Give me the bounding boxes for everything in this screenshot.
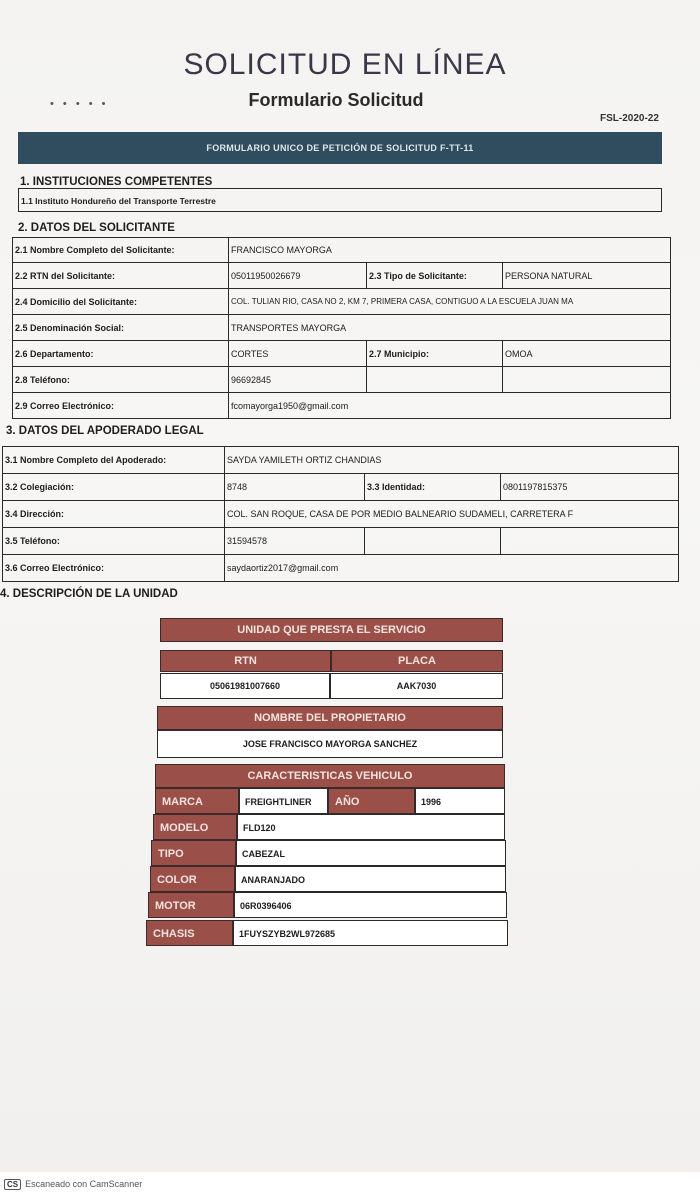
chasis-value: 1FUYSZYB2WL972685 bbox=[233, 920, 508, 946]
field-value: 8748 bbox=[225, 474, 365, 501]
field-value: SAYDA YAMILETH ORTIZ CHANDIAS bbox=[225, 447, 679, 474]
camscanner-icon: CS bbox=[4, 1179, 21, 1190]
tipo-value: CABEZAL bbox=[236, 840, 506, 866]
institution-box: 1.1 Instituto Hondureño del Transporte Terrestre bbox=[18, 188, 662, 212]
field-label: 2.1 Nombre Completo del Solicitante: bbox=[13, 238, 229, 263]
applicant-table bbox=[12, 237, 671, 419]
scanner-footer bbox=[0, 1172, 700, 1197]
field-value: COL. SAN ROQUE, CASA DE POR MEDIO BALNEARIO SUDAMELI, CARRETERA F bbox=[225, 501, 679, 528]
header-dots: • • • • • bbox=[50, 98, 109, 110]
field-label: 2.6 Departamento: bbox=[13, 341, 229, 367]
field-value: COL. TULIAN RIO, CASA NO 2, KM 7, PRIMERA CASA, CONTIGUO A LA ESCUELA JUAN MA bbox=[229, 289, 671, 315]
field-value: saydaortiz2017@gmail.com bbox=[225, 555, 679, 582]
section-4-title: 4. DESCRIPCIÓN DE LA UNIDAD bbox=[0, 588, 178, 600]
table-row bbox=[3, 474, 679, 501]
table-row bbox=[3, 447, 679, 474]
page-subtitle: Formulario Solicitud bbox=[248, 90, 424, 110]
field-value: 05011950026679 bbox=[229, 263, 367, 289]
section-3-title: 3. DATOS DEL APODERADO LEGAL bbox=[6, 425, 204, 437]
service-header: UNIDAD QUE PRESTA EL SERVICIO bbox=[160, 618, 503, 642]
field-label: 3.6 Correo Electrónico: bbox=[3, 555, 225, 582]
owner-header: NOMBRE DEL PROPIETARIO bbox=[157, 706, 503, 730]
field-value: FRANCISCO MAYORGA bbox=[229, 238, 671, 263]
field-value: fcomayorga1950@gmail.com bbox=[229, 393, 671, 419]
table-row bbox=[13, 315, 671, 341]
vehicle-header: CARACTERISTICAS VEHICULO bbox=[155, 764, 505, 788]
placa-value: AAK7030 bbox=[330, 673, 503, 699]
page-title: SOLICITUD EN LÍNEA bbox=[183, 48, 507, 81]
table-row bbox=[13, 341, 671, 367]
table-row bbox=[3, 555, 679, 582]
section-2-title: 2. DATOS DEL SOLICITANTE bbox=[18, 222, 175, 234]
marca-label: MARCA bbox=[155, 788, 239, 814]
field-value: 31594578 bbox=[225, 528, 365, 555]
footer-text: Escaneado con CamScanner bbox=[25, 1179, 143, 1189]
table-row bbox=[13, 367, 671, 393]
field-label: 3.2 Colegiación: bbox=[3, 474, 225, 501]
anio-value: 1996 bbox=[415, 788, 505, 814]
field-label: 2.5 Denominación Social: bbox=[13, 315, 229, 341]
field-label: 2.2 RTN del Solicitante: bbox=[13, 263, 229, 289]
field-label: 2.9 Correo Electrónico: bbox=[13, 393, 229, 419]
color-value: ANARANJADO bbox=[235, 866, 506, 892]
table-row bbox=[13, 238, 671, 263]
field-value: OMOA bbox=[503, 341, 671, 367]
color-label: COLOR bbox=[150, 866, 235, 892]
rtn-value: 05061981007660 bbox=[160, 673, 330, 699]
field-value: 0801197815375 bbox=[501, 474, 679, 501]
field-value: TRANSPORTES MAYORGA bbox=[229, 315, 671, 341]
table-row bbox=[3, 528, 679, 555]
field-label: 3.1 Nombre Completo del Apoderado: bbox=[3, 447, 225, 474]
legal-rep-table bbox=[2, 446, 679, 582]
field-label: 3.4 Dirección: bbox=[3, 501, 225, 528]
field-value: CORTES bbox=[229, 341, 367, 367]
field-label bbox=[367, 367, 503, 393]
table-row bbox=[13, 289, 671, 315]
field-label bbox=[365, 528, 501, 555]
modelo-label: MODELO bbox=[153, 814, 237, 840]
chasis-label: CHASIS bbox=[146, 920, 233, 946]
form-banner: FORMULARIO UNICO DE PETICIÓN DE SOLICITUD F-TT-11 bbox=[18, 132, 662, 164]
motor-value: 06R0396406 bbox=[234, 892, 507, 918]
form-code: FSL-2020-22 bbox=[600, 113, 659, 124]
modelo-value: FLD120 bbox=[237, 814, 505, 840]
field-value bbox=[503, 367, 671, 393]
field-value: PERSONA NATURAL bbox=[503, 263, 671, 289]
table-row bbox=[3, 501, 679, 528]
owner-value: JOSE FRANCISCO MAYORGA SANCHEZ bbox=[157, 730, 503, 758]
marca-value: FREIGHTLINER bbox=[239, 788, 328, 814]
field-label: 2.8 Teléfono: bbox=[13, 367, 229, 393]
tipo-label: TIPO bbox=[151, 840, 236, 866]
field-label: 2.3 Tipo de Solicitante: bbox=[367, 263, 503, 289]
field-value: 96692845 bbox=[229, 367, 367, 393]
field-label: 3.5 Teléfono: bbox=[3, 528, 225, 555]
anio-label: AÑO bbox=[328, 788, 415, 814]
placa-header: PLACA bbox=[331, 650, 503, 672]
table-row bbox=[13, 263, 671, 289]
section-1-title: 1. INSTITUCIONES COMPETENTES bbox=[20, 176, 213, 188]
field-label: 2.4 Domicilio del Solicitante: bbox=[13, 289, 229, 315]
motor-label: MOTOR bbox=[148, 892, 234, 918]
table-row bbox=[13, 393, 671, 419]
field-value bbox=[501, 528, 679, 555]
rtn-header: RTN bbox=[160, 650, 331, 672]
field-label: 2.7 Municipio: bbox=[367, 341, 503, 367]
field-label: 3.3 Identidad: bbox=[365, 474, 501, 501]
